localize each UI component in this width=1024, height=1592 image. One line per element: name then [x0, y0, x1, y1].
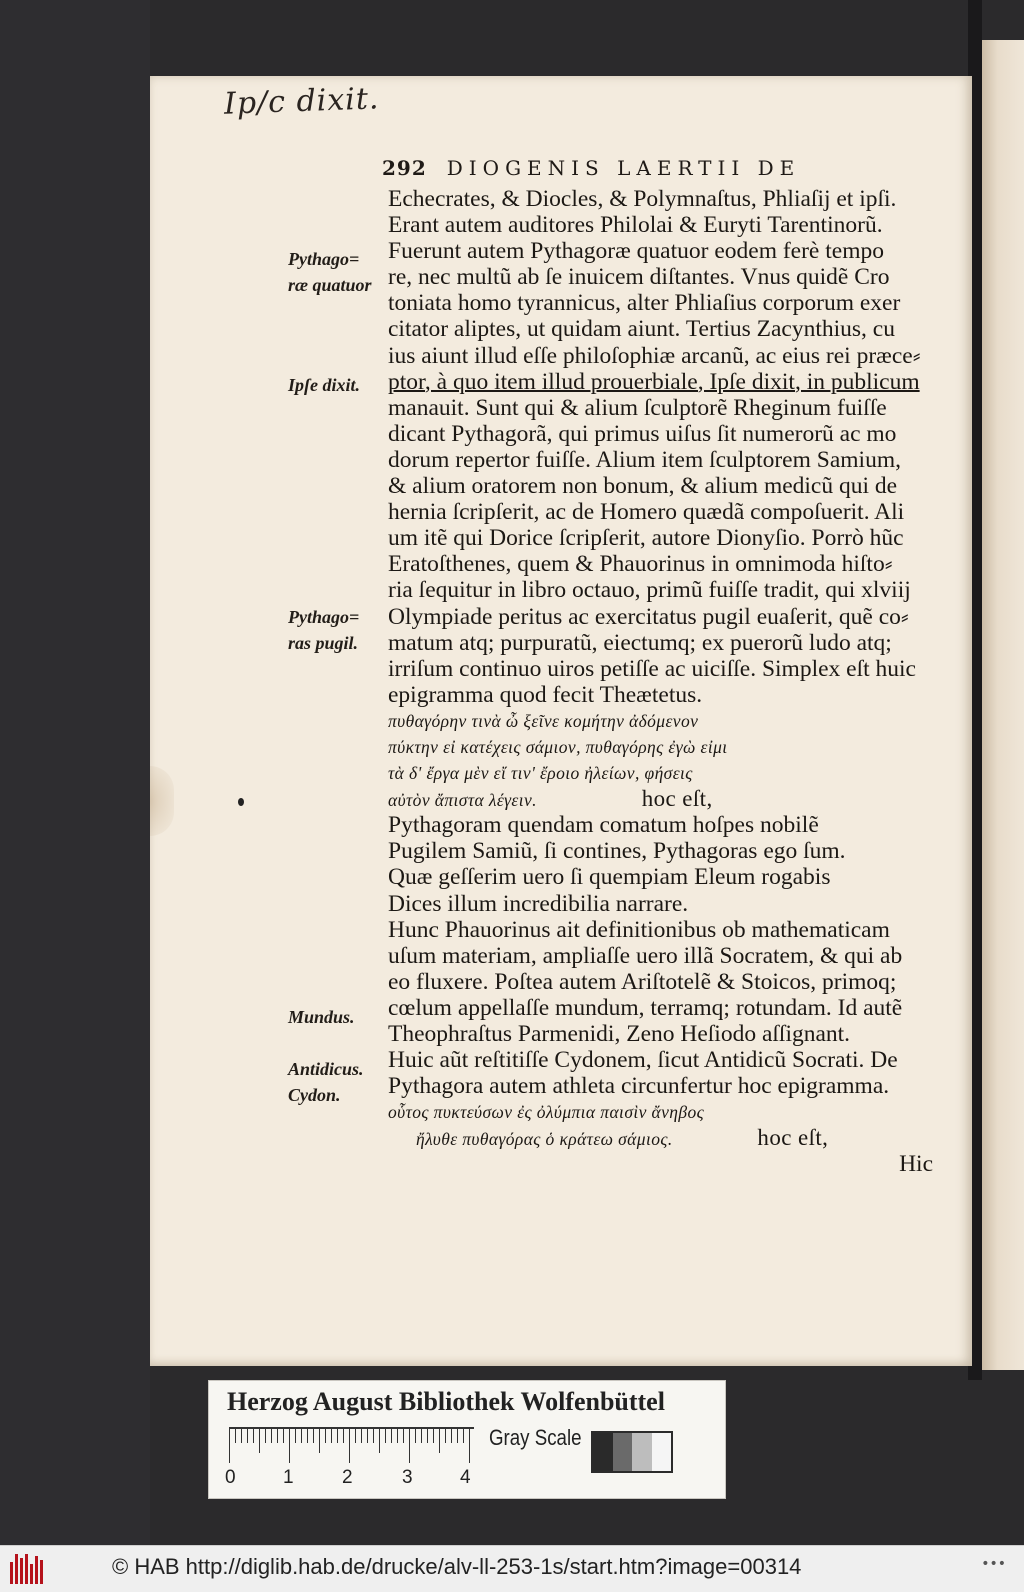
- text-line: cœlum appellaſſe mundum, terramq; rotundam. Id autẽ: [388, 994, 903, 1021]
- marginal-note: [288, 372, 384, 398]
- scale-ruler: [229, 1427, 474, 1465]
- text-line: Echecrates, & Diocles, & Polymnaſtus, Phliaſij et ipſi.: [388, 186, 897, 212]
- text-line: um itẽ qui Dorice ſcripſerit, autore Dionyſio. Porrò hũc: [388, 525, 904, 552]
- page-stain: [150, 766, 174, 836]
- text-line: uſum materiam, ampliaſſe uero illã Socratem, & qui ab: [388, 942, 903, 969]
- ruler-tick: [343, 1429, 344, 1443]
- marginal-note-line: ras pugil.: [288, 633, 359, 653]
- ruler-tick: [307, 1429, 308, 1443]
- verse-line: Pythagoram quendam comatum hoſpes nobilẽ: [388, 812, 819, 839]
- text-line: ius aiunt illud eſſe philoſophiæ arcanũ, ac eius rei præce⸗: [388, 342, 921, 369]
- greek-text: ἤλυθε πυθαγόρας ὁ κράτεω σάμιος.: [416, 1129, 673, 1150]
- ruler-number: 1: [283, 1467, 294, 1488]
- marginal-note-line: Cydon.: [288, 1085, 341, 1105]
- ruler-tick: [445, 1429, 446, 1443]
- text-line: Olympiade peritus ac exercitatus pugil euaſerit, quẽ co⸗: [388, 603, 909, 630]
- text-line: dicant Pythagorã, qui primus uiſus ſit numerorũ ac mo: [388, 420, 897, 447]
- gray-patch: [613, 1433, 633, 1471]
- ruler-tick: [469, 1429, 470, 1463]
- ruler-tick: [337, 1429, 338, 1443]
- greek-line: [388, 1125, 933, 1151]
- text-line: eo fluxere. Poſtea autem Ariſtotelẽ & Stoicos, primoq;: [388, 968, 897, 995]
- text-line: hernia ſcripſerit, ac de Homero quædã compoſuerit. Ali: [388, 499, 905, 526]
- book-page: [150, 76, 972, 1366]
- ruler-tick: [253, 1429, 254, 1443]
- text-line: matum atq; purpuratũ, eiectumq; ex puerorũ ludo atq;: [388, 629, 892, 656]
- ruler-tick: [451, 1429, 452, 1443]
- text-line: manauit. Sunt qui & alium ſculptorẽ Rheginum fuiſſe: [388, 394, 887, 421]
- greek-line: πυθαγόρην τινὰ ὦ ξεῖνε κομήτην ἀδόμενον: [388, 710, 699, 731]
- text-line: Hunc Phauorinus ait definitionibus ob mathematicam: [388, 916, 890, 943]
- gray-scale-patches: [591, 1431, 673, 1473]
- marginal-note-line: Ipſe dixit.: [288, 375, 360, 395]
- greek-text: αὐτὸν ἄπιστα λέγειν.: [388, 790, 537, 811]
- text-line: dorum repertor fuiſſe. Alium item ſculptorem Samium,: [388, 446, 901, 473]
- ruler-tick: [277, 1429, 278, 1443]
- ruler-tick: [379, 1429, 380, 1453]
- text-line: ria ſequitur in libro octauo, primũ fuiſſe tradit, qui xlviij: [388, 577, 911, 604]
- ruler-tick: [397, 1429, 398, 1443]
- text-line: & alium oratorem non bonum, & alium medicũ qui de: [388, 473, 898, 500]
- ruler-tick: [433, 1429, 434, 1443]
- text-line: citator aliptes, ut quidam aiunt. Tertius Zacynthius, cu: [388, 316, 895, 343]
- ruler-tick: [457, 1429, 458, 1443]
- facing-page-edge: [980, 40, 1024, 1370]
- verse-line: Quæ geſſerim uero ſi quempiam Eleum rogabis: [388, 864, 831, 891]
- text-line: Eratoſthenes, quem & Phauorinus in omnimoda hiſto⸗: [388, 551, 893, 578]
- text-line: Erant autem auditores Philolai & Euryti Tarentinorũ.: [388, 212, 883, 239]
- footer-url-text[interactable]: © HAB http://diglib.hab.de/drucke/alv-ll-253-1s/start.htm?image=00314: [112, 1554, 802, 1579]
- ruler-tick: [295, 1429, 296, 1443]
- ruler-tick: [391, 1429, 392, 1443]
- handwritten-note: Ip/c dixit.: [223, 81, 380, 122]
- marginal-note: [288, 1056, 384, 1108]
- calibration-card: [208, 1380, 726, 1499]
- marginal-note-line: ræ quatuor: [288, 275, 372, 295]
- text-line: Theophraſtus Parmenidi, Zeno Heſiodo aſſignant.: [388, 1021, 851, 1047]
- gray-patch: [652, 1433, 672, 1471]
- text-line: epigramma quod fecit Theætetus.: [388, 681, 703, 708]
- ruler-number: 3: [402, 1467, 413, 1488]
- greek-line: τὰ δ' ἔργα μὲν εἴ τιν' ἔροιο ἠλείων, φήσεις: [388, 763, 693, 784]
- greek-line: οὗτος πυκτεύσων ἐς ὀλύμπια παισὶν ἄνηβος: [388, 1102, 705, 1123]
- verse-line: Dices illum incredibilia narrare.: [388, 890, 689, 917]
- more-icon[interactable]: •••: [981, 1556, 1006, 1572]
- ruler-tick: [403, 1429, 404, 1443]
- ruler-tick: [331, 1429, 332, 1443]
- marginal-note-line: Mundus.: [288, 1007, 355, 1027]
- marginal-note-line: Antidicus.: [288, 1059, 364, 1079]
- ruler-tick: [373, 1429, 374, 1443]
- ruler-tick: [313, 1429, 314, 1443]
- text-line: irriſum continuo uiros petiſſe ac uiciſſe. Simplex eſt huic: [388, 655, 916, 682]
- gray-patch: [593, 1433, 613, 1471]
- ruler-tick: [271, 1429, 272, 1443]
- hoc-est: hoc eſt,: [641, 786, 713, 812]
- greek-line: [388, 786, 933, 812]
- text-line: Huic aũt reſtitiſſe Cydonem, ſicut Antidicũ Socrati. De: [388, 1047, 898, 1074]
- ruler-number: 2: [342, 1467, 353, 1488]
- ruler-tick: [355, 1429, 356, 1443]
- marginal-note: [288, 246, 384, 298]
- ruler-tick: [367, 1429, 368, 1443]
- ruler-tick: [259, 1429, 260, 1453]
- main-text: [388, 186, 933, 1178]
- text-line: re, nec multũ ab ſe inuicem diſtantes. Vnus quidẽ Cro: [388, 264, 890, 291]
- text-line-underlined: ptor, à quo item illud prouerbiale, Ipſe dixit, in publicum: [388, 368, 920, 395]
- hab-logo-icon: [10, 1554, 46, 1584]
- catchword: Hic: [899, 1151, 933, 1178]
- ink-mark: [238, 798, 244, 806]
- running-title: DIOGENIS LAERTII DE: [446, 156, 801, 180]
- marginal-note-line: Pythago=: [288, 607, 360, 627]
- gray-scale-label: Gray Scale: [489, 1425, 582, 1450]
- ruler-tick: [265, 1429, 266, 1443]
- library-name: Herzog August Bibliothek Wolfenbüttel: [227, 1387, 665, 1416]
- ruler-number: 4: [460, 1467, 471, 1488]
- verse-line: Pugilem Samiũ, ſi contines, Pythagoras ego ſum.: [388, 838, 846, 865]
- text-line: toniata homo tyrannicus, alter Phliaſius corporum exer: [388, 290, 901, 317]
- text-line: Pythagora autem athleta circunfertur hoc epigramma.: [388, 1073, 890, 1100]
- ruler-tick: [439, 1429, 440, 1453]
- ruler-tick: [409, 1429, 410, 1463]
- ruler-tick: [235, 1429, 236, 1443]
- greek-line: πύκτην εἰ κατέχεις σάμιον, πυθαγόρης ἐγὼ εἰμι: [388, 736, 728, 757]
- ruler-tick: [229, 1429, 230, 1463]
- hoc-est: hoc eſt,: [757, 1125, 829, 1151]
- ruler-tick: [289, 1429, 290, 1463]
- marginal-note: [288, 604, 384, 656]
- text-line: Fuerunt autem Pythagoræ quatuor eodem ferè tempo: [388, 238, 884, 265]
- ruler-tick: [349, 1429, 350, 1463]
- marginal-note-line: Pythago=: [288, 249, 360, 269]
- ruler-tick: [463, 1429, 464, 1443]
- ruler-tick: [319, 1429, 320, 1453]
- ruler-tick: [301, 1429, 302, 1443]
- marginal-note: [288, 1004, 384, 1030]
- gray-patch: [632, 1433, 652, 1471]
- footer-bar: [0, 1545, 1024, 1592]
- ruler-tick: [283, 1429, 284, 1443]
- ruler-tick: [247, 1429, 248, 1443]
- ruler-tick: [385, 1429, 386, 1443]
- ruler-tick: [421, 1429, 422, 1443]
- scan-background-left: [0, 0, 150, 1545]
- page-number: 292: [382, 156, 427, 180]
- ruler-tick: [325, 1429, 326, 1443]
- ruler-tick: [427, 1429, 428, 1443]
- ruler-tick: [241, 1429, 242, 1443]
- running-head: [382, 156, 942, 180]
- ruler-tick: [361, 1429, 362, 1443]
- ruler-tick: [415, 1429, 416, 1443]
- ruler-number: 0: [225, 1467, 236, 1488]
